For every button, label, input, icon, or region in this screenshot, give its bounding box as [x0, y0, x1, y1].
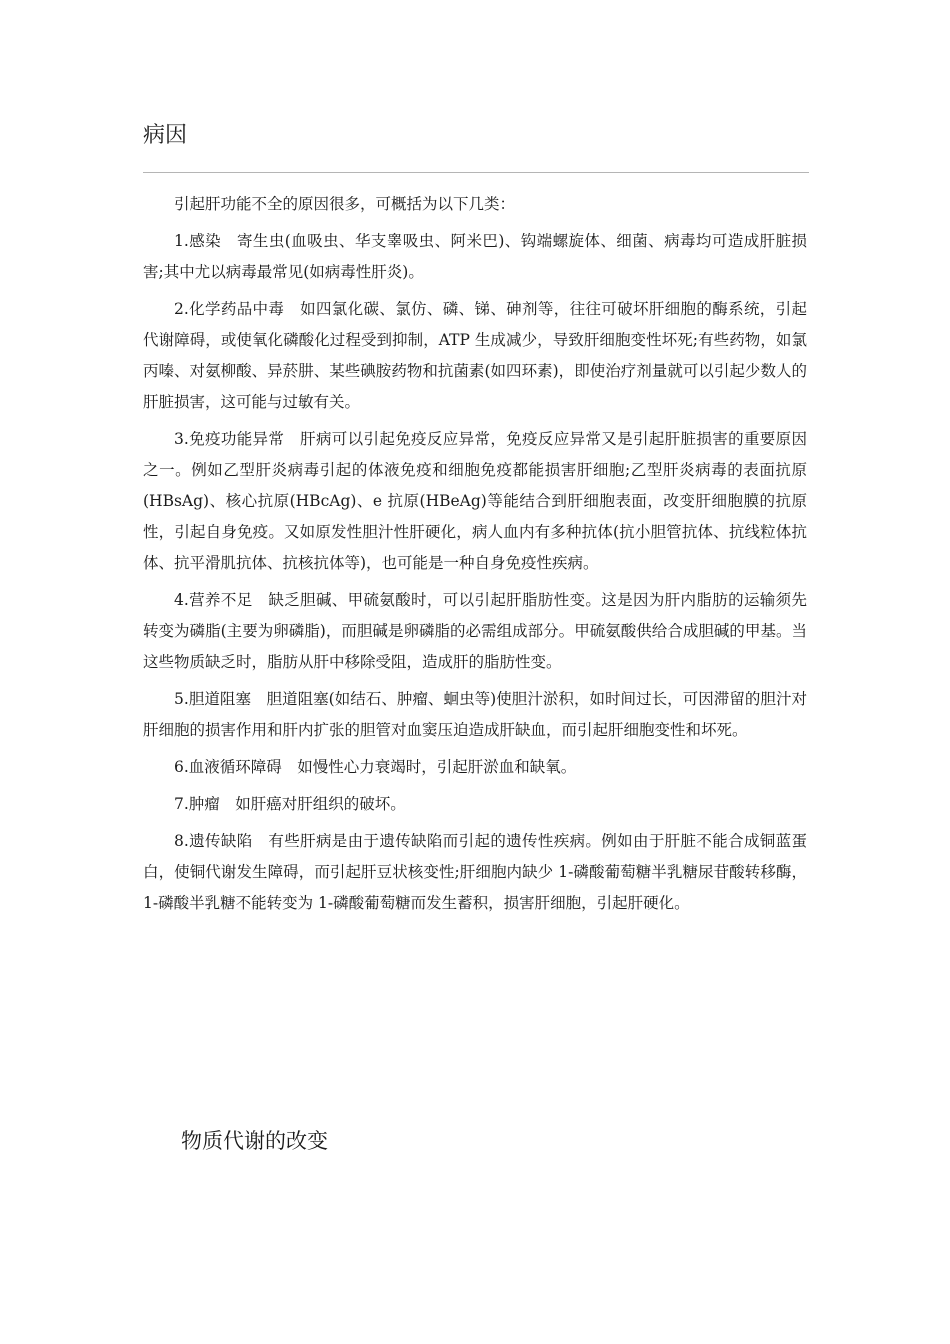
cause-chemical-paragraph: 2.化学药品中毒 如四氯化碳、氯仿、磷、锑、砷剂等，往往可破坏肝细胞的酶系统，引起代谢障碍，或使氧化磷酸化过程受到抑制，ATP 生成减少，导致肝细胞变性坏死;有些药物，如氯丙嗪、对氨柳酸、异菸肼、某些碘胺药物和抗菌素(如四环素)，即使治疗剂量就可以引起少数人的肝脏损害，这可能与过敏有关。 [143, 300, 807, 411]
cause-immune-paragraph: 3.免疫功能异常 肝病可以引起免疫反应异常，免疫反应异常又是引起肝脏损害的重要原因之一。例如乙型肝炎病毒引起的体液免疫和细胞免疫都能损害肝细胞;乙型肝炎病毒的表面抗原(HBsAg)、核心抗原(HBcAg)、e 抗原(HBeAg)等能结合到肝细胞表面，改变肝细胞膜的抗原性，引起自身免疫。又如原发性胆汁性肝硬化，病人血内有多种抗体(抗小胆管抗体、抗线粒体抗体、抗平滑肌抗体、抗核抗体等)，也可能是一种自身免疫性疾病。 [143, 430, 807, 572]
document-body [143, 189, 807, 925]
cause-nutrition-paragraph: 4.营养不足 缺乏胆碱、甲硫氨酸时，可以引起肝脂肪性变。这是因为肝内脂肪的运输须先转变为磷脂(主要为卵磷脂)，而胆碱是卵磷脂的必需组成部分。甲硫氨酸供给合成胆碱的甲基。当这些物质缺乏时，脂肪从肝中移除受阻，造成肝的脂肪性变。 [143, 591, 807, 671]
cause-circulation-paragraph: 6.血液循环障碍 如慢性心力衰竭时，引起肝淤血和缺氧。 [174, 758, 577, 776]
next-section-heading: 物质代谢的改变 [181, 1129, 328, 1153]
cause-tumor-paragraph: 7.肿瘤 如肝癌对肝组织的破坏。 [174, 795, 406, 813]
intro-paragraph: 引起肝功能不全的原因很多，可概括为以下几类： [174, 195, 516, 213]
cause-biliary-paragraph: 5.胆道阻塞 胆道阻塞(如结石、肿瘤、蛔虫等)使胆汁淤积，如时间过长，可因滞留的胆汁对肝细胞的损害作用和肝内扩张的胆管对血窦压迫造成肝缺血，而引起肝细胞变性和坏死。 [143, 690, 807, 739]
cause-genetic-paragraph: 8.遗传缺陷 有些肝病是由于遗传缺陷而引起的遗传性疾病。例如由于肝脏不能合成铜蓝蛋白，使铜代谢发生障碍，而引起肝豆状核变性;肝细胞内缺少 1-磷酸葡萄糖半乳糖尿苷酸转移酶，1-磷酸半乳糖不能转变为 1-磷酸葡萄糖而发生蓄积，损害肝细胞，引起肝硬化。 [143, 832, 807, 912]
cause-infection-paragraph: 1.感染 寄生虫(血吸虫、华支睾吸虫、阿米巴)、钩端螺旋体、细菌、病毒均可造成肝脏损害;其中尤以病毒最常见(如病毒性肝炎)。 [143, 232, 807, 281]
title-divider [143, 172, 809, 173]
section-title: 病因 [143, 123, 188, 148]
